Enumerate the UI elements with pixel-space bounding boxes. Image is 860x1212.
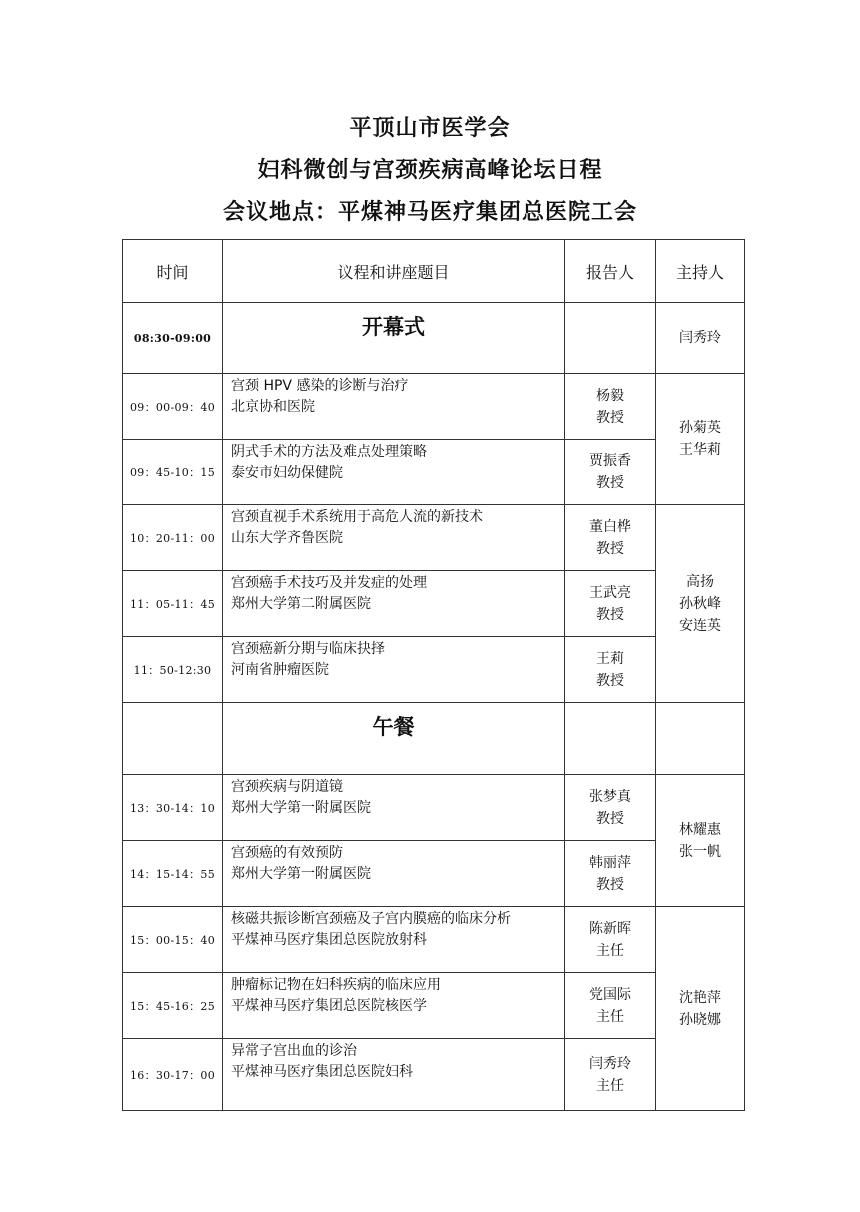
table-row	[123, 775, 745, 841]
row-time: 11：50-12:30	[123, 637, 223, 703]
header-speaker: 报告人	[565, 240, 656, 303]
row-speaker	[565, 571, 656, 637]
host-name: 孙菊英	[679, 420, 721, 436]
table-row	[123, 841, 745, 907]
speaker-name: 张梦真	[589, 788, 631, 805]
table-row	[123, 973, 745, 1039]
organizer-title: 平顶山市医学会	[349, 116, 511, 141]
row-speaker	[565, 907, 656, 973]
topic-org: 郑州大学第二附属医院	[231, 596, 371, 612]
row-topic	[223, 374, 565, 440]
table-row	[123, 637, 745, 703]
table-row	[123, 907, 745, 973]
speaker-name: 王莉	[596, 650, 624, 667]
host-name: 张一帆	[679, 843, 721, 860]
speaker-title: 教授	[596, 540, 624, 557]
speaker-title: 教授	[596, 672, 624, 689]
topic-title: 核磁共振诊断宫颈癌及子宫内膜癌的临床分析	[231, 911, 511, 927]
opening-host: 闫秀玲	[656, 303, 745, 374]
row-speaker	[565, 440, 656, 505]
row-speaker	[565, 637, 656, 703]
table-row	[123, 374, 745, 440]
topic-org: 泰安市妇幼保健院	[231, 465, 343, 481]
row-speaker	[565, 1039, 656, 1111]
host-name: 安连英	[679, 617, 721, 634]
host-cell	[656, 907, 745, 1111]
row-topic	[223, 907, 565, 973]
host-name: 孙秋峰	[679, 595, 721, 612]
row-time: 16：30-17：00	[123, 1039, 223, 1111]
row-time: 15：45-16：25	[123, 973, 223, 1039]
speaker-title: 教授	[596, 409, 624, 426]
header-topic: 议程和讲座题目	[223, 240, 565, 303]
opening-time: 08:30-09:00	[123, 303, 223, 374]
table-row	[123, 1039, 745, 1111]
row-time: 13：30-14：10	[123, 775, 223, 841]
lunch-host-empty	[656, 703, 745, 775]
speaker-title: 主任	[596, 1008, 624, 1025]
row-topic	[223, 571, 565, 637]
topic-title: 宫颈直视手术系统用于高危人流的新技术	[231, 509, 483, 525]
row-topic	[223, 1039, 565, 1111]
row-time: 10：20-11：00	[123, 505, 223, 571]
speaker-title: 主任	[596, 942, 624, 959]
row-speaker	[565, 841, 656, 907]
row-speaker	[565, 374, 656, 440]
row-topic	[223, 841, 565, 907]
topic-title: 宫颈癌的有效预防	[231, 845, 343, 861]
table-row	[123, 505, 745, 571]
schedule-table	[122, 239, 745, 1111]
row-topic	[223, 775, 565, 841]
topic-title: 宫颈 HPV 感染的诊断与治疗	[231, 378, 409, 394]
host-cell	[656, 374, 745, 505]
speaker-name: 陈新晖	[589, 920, 631, 937]
speaker-name: 韩丽萍	[589, 854, 631, 871]
lunch-time-empty	[123, 703, 223, 775]
speaker-title: 教授	[596, 876, 624, 893]
topic-title: 阴式手术的方法及难点处理策略	[231, 444, 427, 460]
row-time: 14：15-14：55	[123, 841, 223, 907]
speaker-name: 董白桦	[589, 518, 631, 535]
host-name: 林耀惠	[679, 821, 721, 838]
header-time: 时间	[123, 240, 223, 303]
topic-title: 异常子宫出血的诊治	[231, 1043, 357, 1059]
host-name: 王华莉	[679, 442, 721, 458]
speaker-title: 教授	[596, 606, 624, 623]
row-speaker	[565, 505, 656, 571]
lunch-row	[123, 703, 745, 775]
speaker-title: 教授	[596, 810, 624, 827]
lunch-title: 午餐	[223, 703, 565, 775]
row-topic	[223, 973, 565, 1039]
header-host: 主持人	[656, 240, 745, 303]
speaker-name: 王武亮	[589, 584, 631, 601]
topic-org: 平煤神马医疗集团总医院放射科	[231, 932, 427, 948]
table-row	[123, 440, 745, 505]
document-header	[0, 108, 860, 234]
opening-title: 开幕式	[223, 303, 565, 374]
host-cell	[656, 775, 745, 907]
row-time: 11：05-11：45	[123, 571, 223, 637]
topic-title: 肿瘤标记物在妇科疾病的临床应用	[231, 977, 441, 993]
row-topic	[223, 440, 565, 505]
topic-title: 宫颈疾病与阴道镜	[231, 779, 343, 795]
host-name: 高扬	[686, 573, 714, 590]
opening-speaker-empty	[565, 303, 656, 374]
lunch-speaker-empty	[565, 703, 656, 775]
topic-org: 河南省肿瘤医院	[231, 662, 329, 678]
table-header-row	[123, 240, 745, 303]
speaker-name: 杨毅	[596, 387, 624, 404]
topic-org: 北京协和医院	[231, 399, 315, 415]
host-name: 沈艳萍	[679, 989, 721, 1006]
speaker-name: 贾振香	[589, 453, 631, 469]
speaker-title: 教授	[596, 475, 624, 491]
row-time: 09：45-10：15	[123, 440, 223, 505]
forum-title: 妇科微创与宫颈疾病高峰论坛日程	[257, 158, 603, 183]
row-topic	[223, 637, 565, 703]
row-time: 09：00-09：40	[123, 374, 223, 440]
table-row	[123, 571, 745, 637]
row-speaker	[565, 973, 656, 1039]
topic-org: 平煤神马医疗集团总医院妇科	[231, 1064, 413, 1080]
topic-org: 郑州大学第一附属医院	[231, 800, 371, 816]
row-topic	[223, 505, 565, 571]
speaker-name: 党国际	[589, 986, 631, 1003]
speaker-name: 闫秀玲	[589, 1055, 631, 1072]
topic-org: 平煤神马医疗集团总医院核医学	[231, 998, 427, 1014]
topic-org: 山东大学齐鲁医院	[231, 530, 343, 546]
topic-title: 宫颈癌新分期与临床抉择	[231, 641, 385, 657]
topic-title: 宫颈癌手术技巧及并发症的处理	[231, 575, 427, 591]
venue-line: 会议地点：平煤神马医疗集团总医院工会	[222, 200, 637, 225]
topic-org: 郑州大学第一附属医院	[231, 866, 371, 882]
host-cell	[656, 505, 745, 703]
host-name: 孙晓娜	[679, 1011, 721, 1028]
row-speaker	[565, 775, 656, 841]
opening-row	[123, 303, 745, 374]
row-time: 15：00-15：40	[123, 907, 223, 973]
speaker-title: 主任	[596, 1077, 624, 1094]
